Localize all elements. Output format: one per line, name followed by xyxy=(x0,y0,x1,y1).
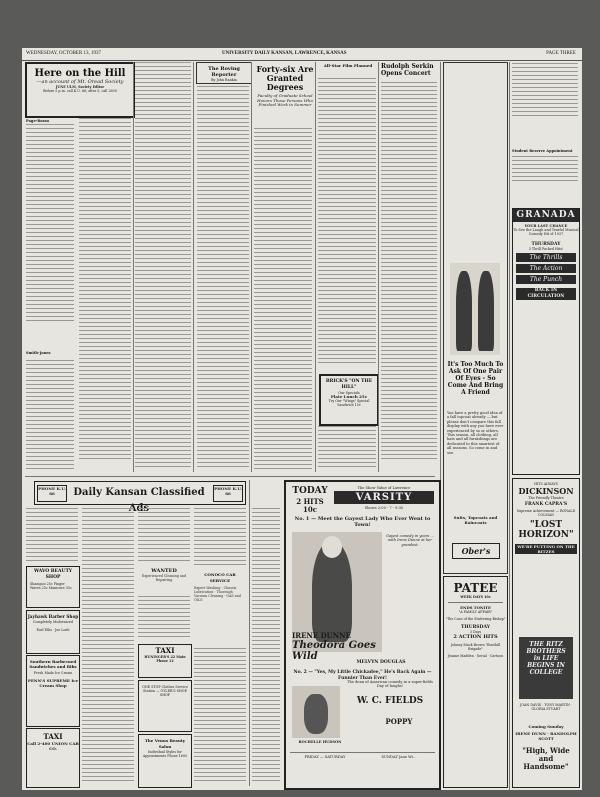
varsity-rochelle: ROCHELLE HUDSON xyxy=(298,740,342,744)
taxi-huninger-ad xyxy=(138,644,192,678)
jayhawk-names: Earl Ellis · Joe Loeb xyxy=(36,628,70,632)
classified-title: Daily Kansan Classified xyxy=(73,487,205,498)
classified-phone-right: PHONE K.U. 66 xyxy=(213,485,243,502)
granada-feature-1: The Thrills xyxy=(516,253,576,262)
granada-choice: YOUR LAST CHANCE xyxy=(524,224,568,228)
patee-sub: 3 Days xyxy=(469,630,482,634)
wanted-title: WANTED xyxy=(151,568,177,574)
barbecue-title: Southern Barbecued Sandwiches and Ribs xyxy=(29,659,77,669)
patee-hits: 2 ACTION HITS xyxy=(453,634,498,640)
venus-title: The Venus Beauty Salon xyxy=(144,738,186,749)
varsity-today: TODAY xyxy=(292,486,328,496)
film-body xyxy=(318,78,376,368)
varsity-fields: W. C. FIELDS xyxy=(356,696,424,706)
varsity-tagline: The Show Value of Lawrence xyxy=(357,486,411,490)
varsity-logo: VARSITY xyxy=(334,491,434,504)
patee-ad xyxy=(443,576,508,788)
bricks-title: BRICK'S "ON THE HILL" xyxy=(325,379,373,390)
conoco-lines: Expert Washing · Chassis Lubrication · Thorough Vacuum Cleaning · GAS and OILS xyxy=(194,586,241,602)
degrees-subhead: Faculty of Graduate School Honors Those Persons Who Finished Work in Summer xyxy=(257,93,313,108)
patee-film-1: "A FAMILY AFFAIR" xyxy=(458,610,493,614)
society-editor: JUNE ULM, Society Editor xyxy=(55,85,105,89)
degrees-headline: Forty-six Are Granted Degrees xyxy=(256,64,314,92)
roving-reporter-title: The Roving Reporter xyxy=(208,66,240,78)
varsity-no1: No. 1 — Meet the Gayest Lady Who Ever Went to Town! xyxy=(294,516,431,528)
patee-film-3: Johnny Mack Brown "Boothill Brigade" xyxy=(450,643,501,651)
dickinson-sub: The Friendly Theatre xyxy=(528,496,564,500)
varsity-film: Theodora Goes Wild xyxy=(292,640,376,662)
varsity-sunday: SUNDAY Jane Wi… xyxy=(381,755,417,759)
roving-reporter-byline: By John Rankin xyxy=(211,78,237,82)
obers-logo: Ober's xyxy=(452,543,500,559)
dickinson-film: "LOST HORIZON" xyxy=(518,520,574,540)
wanted-lines: Experienced Cleaning and Repairing xyxy=(141,574,187,582)
dickinson-ad xyxy=(512,478,580,788)
jayhawk-sub: Completely Modernized xyxy=(33,620,73,624)
dickinson-title: DICKINSON xyxy=(518,486,574,496)
patee-title: PATEE xyxy=(453,581,498,595)
society-box xyxy=(25,62,135,118)
obers-illustration xyxy=(450,263,500,355)
dickinson-lines: Supreme Achievement — RONALD COLMAN xyxy=(516,509,576,517)
wavo-title: WAVO BEAUTY SHOP xyxy=(33,569,73,580)
one-stop-ad xyxy=(138,680,192,732)
taxi-ad xyxy=(26,728,80,788)
society-col-a xyxy=(26,118,74,348)
dickinson-hits: HITS ALWAYS xyxy=(534,482,558,486)
granada-day: THURSDAY xyxy=(531,242,561,247)
dickinson-ritz-cast: JOAN DAVIS · TONY MARTIN · GLORIA STUART xyxy=(520,703,572,711)
bricks-line1: Our Specials xyxy=(338,391,360,395)
granada-back: BACK IN CIRCULATION xyxy=(516,288,576,300)
masthead-title: UNIVERSITY DAILY KANSAN, LAWRENCE, KANSAS xyxy=(222,51,347,56)
serkin-headline: Rudolph Serkin Opens Concert xyxy=(381,63,434,77)
wavo-lines: Shampoo 25c Finger Waves 25c Manicure 35c xyxy=(30,582,72,590)
dickinson-now: FRANK CAPRA'S xyxy=(524,502,568,507)
barbecue-ad xyxy=(26,655,80,727)
barbecue-sub: Fresh Made Ice Cream xyxy=(33,671,73,675)
obers-body: You have a pretty good idea of a fall topcoat already — but please don't compare this fall display with any you have ever experienced by so or others. This season, all clothing, all hats and all furnishings are dedicated to this smartest of all seasons. So come in and see. xyxy=(447,411,504,455)
patee-film-2: "The Case of the Stuttering Bishop" xyxy=(445,617,506,621)
wc-fields-photo xyxy=(292,686,340,738)
ritz-film: THE RITZ BROTHERS in LIFE BEGINS IN COLLEGE xyxy=(526,641,566,676)
granada-ad xyxy=(512,208,580,475)
degrees-body xyxy=(254,128,312,472)
varsity-friday: FRIDAY — SATURDAY xyxy=(304,755,346,759)
varsity-poppy: POPPY xyxy=(385,717,413,726)
granada-title: GRANADA xyxy=(513,209,579,222)
obers-headline: It's Too Much To Ask Of One Pair Of Eyes - So Come And Bring A Friend xyxy=(447,361,504,396)
obers-suits: Suits, Topcoats and Raincoats xyxy=(453,515,498,525)
bricks-line3: Try Our "Wings" Special Sandwich 15c xyxy=(328,399,370,407)
degrees-headline-block xyxy=(254,65,316,108)
film-headline: All-Star Film Planned xyxy=(323,63,373,68)
bricks-line2: Plate Lunch 25c xyxy=(330,394,368,399)
serkin-body xyxy=(381,82,437,472)
venus-ad xyxy=(138,734,192,788)
granada-feature-3: The Punch xyxy=(516,275,576,284)
barbecue-penns: PENN'S SUPREME Ice Cream Shop xyxy=(27,678,79,688)
roving-reporter-body xyxy=(197,86,249,472)
varsity-no2-blurb: The dean of American comedy in a super-fields Day of laughs! xyxy=(347,680,433,689)
granada-lines: To See the Laugh and Tearful Musical Comedy Hit of 1937 xyxy=(513,228,579,236)
varsity-price: 2 HITS 10c xyxy=(296,497,324,514)
classified-phone-left: PHONE K.U. 66 xyxy=(37,485,67,502)
huninger-lines: HUNINGER'S 22 Main Phone 12 xyxy=(144,655,186,663)
varsity-costar: MELVYN DOUGLAS xyxy=(356,660,406,665)
conoco-title: CONOCO CAR SERVICE xyxy=(204,572,236,583)
classified-banner xyxy=(34,481,246,505)
society-item-1-head: Page-Rosso xyxy=(26,119,50,123)
masthead-date: WEDNESDAY, OCTOBER 13, 1937 xyxy=(26,51,102,56)
society-col-c xyxy=(135,62,191,472)
dickinson-coming-cast: IRENE DUNN · RANDOLPH SCOTT xyxy=(515,731,577,741)
society-headline: Here on the Hill xyxy=(34,68,126,79)
patee-ends: ENDS TONITE xyxy=(460,605,491,610)
taxi-title: TAXI xyxy=(43,732,63,741)
granada-feature-2: The Action xyxy=(516,264,576,273)
student-reserve-head: Student Reserve Appointment xyxy=(512,149,573,153)
varsity-star: IRENE DUNNE xyxy=(292,631,351,640)
society-col-b xyxy=(79,118,131,473)
wavo-ad xyxy=(26,566,80,608)
patee-price: WEEK DAYS 10c xyxy=(460,595,491,599)
huninger-title: TAXI xyxy=(155,646,175,655)
obers-ad xyxy=(443,62,508,574)
dickinson-coming-film: "High, Wide and Handsome" xyxy=(522,746,570,771)
society-phone-note: Before 5 p.m. call K.U. 66; after 5, call 2600 xyxy=(43,89,117,93)
ritz-brothers-photo xyxy=(519,637,573,699)
dickinson-ritz: WE'RE PUTTING ON THE RITZES xyxy=(515,544,577,554)
newspaper-page xyxy=(22,48,582,790)
varsity-blurb: Gayest comedy in years … with Irene Dunne at her grandest. xyxy=(386,534,434,547)
society-subhead: —an account of Mt. Oread Society xyxy=(36,79,124,85)
varsity-ad xyxy=(284,480,441,790)
jayhawk-title: Jayhawk Barber Shop xyxy=(27,614,79,619)
dickinson-coming: Coming Sunday xyxy=(528,724,564,729)
patee-film-4: Jeanne Madden · Serial · Cartoon xyxy=(447,654,504,658)
roving-reporter-box xyxy=(196,62,252,84)
granada-sub: 3 Thrill Packed Hits! xyxy=(528,247,564,251)
varsity-no2: No. 2 — "Yes, My Little Chickadee," He's Back Again — Funnier Than Ever! xyxy=(293,670,432,681)
society-item-2-head: Smith-Jones xyxy=(26,351,51,355)
patee-day: THURSDAY xyxy=(461,625,490,630)
taxi-lines: Call 2-400 UNION CAB CO. xyxy=(27,741,79,751)
jayhawk-ad xyxy=(26,610,80,654)
bricks-ad xyxy=(319,374,379,426)
masthead-page: PAGE THREE xyxy=(546,51,576,56)
one-stop-lines: ONE STOP Clothes Service Station — OYLER'S SHOE SHOP xyxy=(142,685,188,697)
masthead xyxy=(22,48,582,61)
varsity-shows: Shows 2:00 - 7 - 9:30 xyxy=(364,506,404,510)
venus-lines: Individual Styles for Appointments Phone 1600 xyxy=(142,750,188,758)
